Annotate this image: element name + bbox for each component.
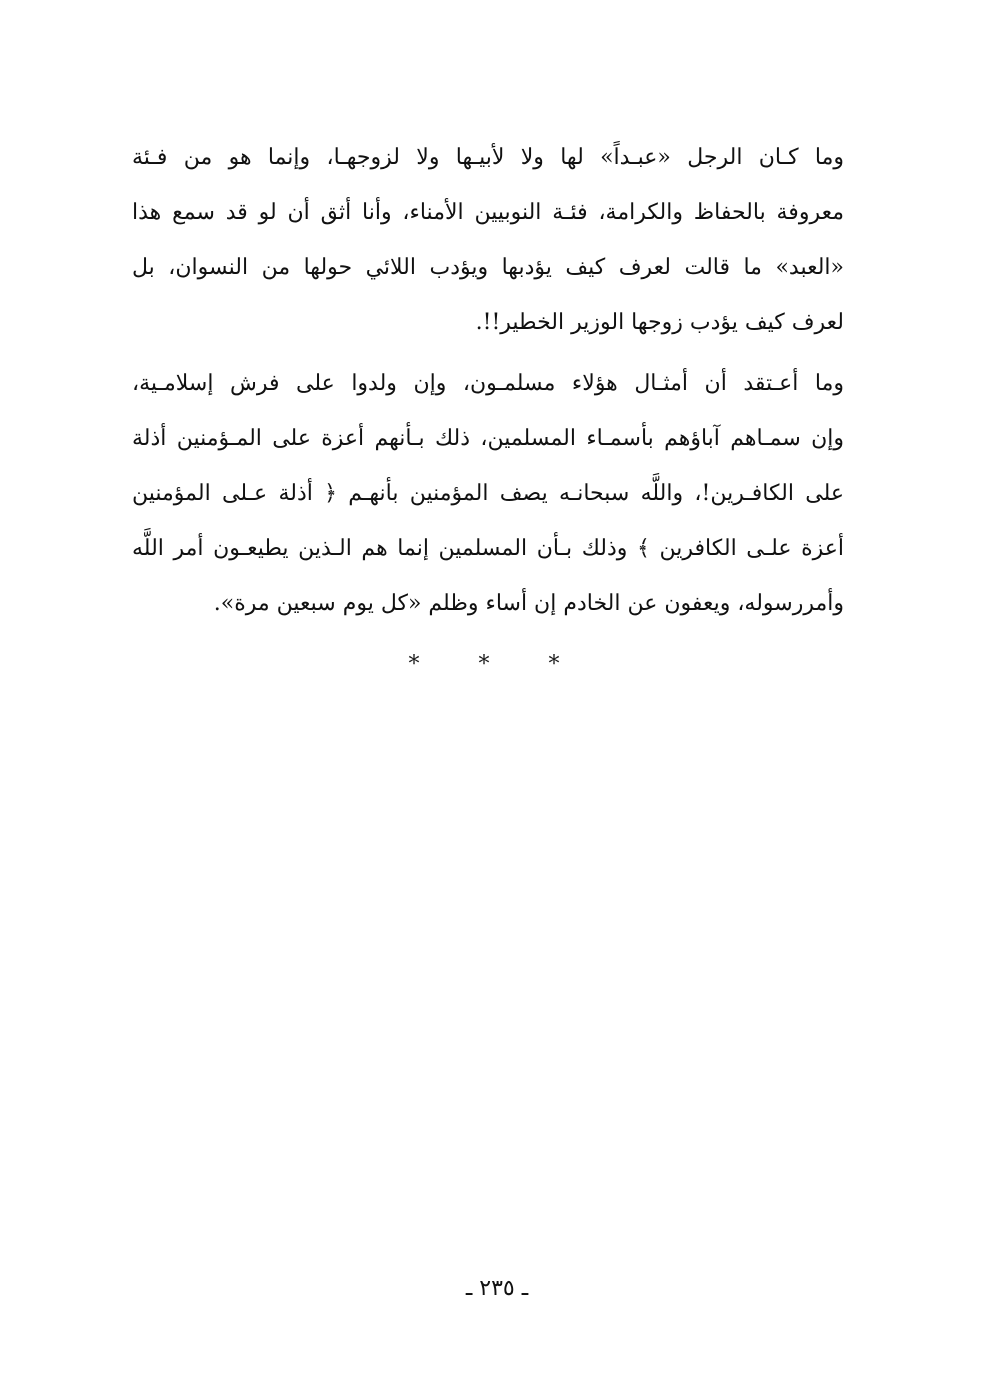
paragraph-line: وأمررسوله، ويعفون عن الخادم إن أساء وظلم «كل يوم سبعين مرة». bbox=[213, 591, 844, 616]
paragraph-line: وما كـان الرجل «عبـداً» لها ولا لأبيـها ولا لزوجهـا، وإنما هو من فـئة bbox=[132, 145, 844, 170]
paragraph-line: وإن سمـاهم آباؤهم بأسمـاء المسلمين، ذلك بـأنهم أعزة على المـؤمنين أذلة bbox=[132, 426, 844, 451]
paragraph-line: لعرف كيف يؤدب زوجها الوزير الخطير!!. bbox=[475, 310, 844, 335]
section-separator: * * * bbox=[408, 652, 586, 677]
paragraph-line: «العبد» ما قالت لعرف كيف يؤدبها ويؤدب اللائي حولها من النسوان، بل bbox=[132, 255, 844, 280]
page-number: ـ ٢٣٥ ـ bbox=[465, 1276, 529, 1301]
paragraph-1 bbox=[132, 136, 844, 356]
paragraph-line: أعزة علـى الكافرين ﴾ وذلك بـأن المسلمين إنما هم الـذين يطيعـون أمر اللَّه bbox=[132, 536, 844, 561]
paragraph-line: معروفة بالحفاظ والكرامة، فئـة النوبيين الأمناء، وأنا أثق أن لو قد سمع هذا bbox=[132, 200, 844, 225]
paragraph-line: وما أعـتقد أن أمثـال هؤلاء مسلمـون، وإن ولدوا على فرش إسلامـية، bbox=[132, 371, 844, 396]
paragraph-2 bbox=[132, 362, 844, 637]
paragraph-line: على الكافـرين!، واللَّه سبحانـه يصف المؤمنين بأنهـم ﴿ أذلة عـلى المؤمنين bbox=[132, 481, 844, 506]
